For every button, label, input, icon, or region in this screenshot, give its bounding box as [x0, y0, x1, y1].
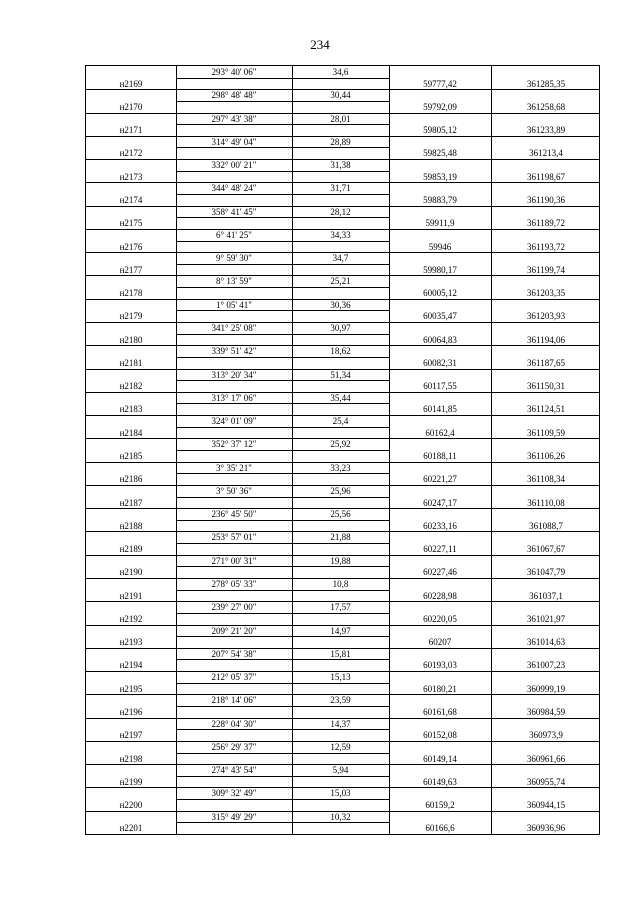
point-name-cell: н2173 — [119, 171, 143, 182]
row-divider — [86, 89, 599, 90]
segment-divider — [176, 241, 389, 242]
segment-divider — [176, 357, 389, 358]
segment-length-cell: 28,12 — [330, 206, 351, 217]
segment-length-cell: 18,62 — [330, 346, 351, 357]
row-divider — [86, 648, 599, 649]
coordinate-x-cell: 60117,55 — [423, 381, 457, 392]
coordinate-y-cell: 361088,7 — [529, 520, 563, 531]
direction-angle-cell: 274° 43' 54" — [211, 765, 257, 776]
row-divider — [86, 182, 599, 183]
point-name-cell: н2182 — [119, 381, 143, 392]
segment-divider — [176, 217, 389, 218]
coordinate-x-cell: 60228,98 — [423, 590, 457, 601]
coordinate-x-cell: 60035,47 — [423, 311, 457, 322]
row-divider — [86, 625, 599, 626]
point-name-cell: н2193 — [119, 637, 143, 648]
point-name-cell: н2169 — [119, 78, 143, 89]
row-divider — [86, 601, 599, 602]
direction-angle-cell: 332° 00' 21" — [211, 160, 257, 171]
segment-divider — [176, 753, 389, 754]
coordinate-y-cell: 361203,35 — [526, 288, 566, 299]
direction-angle-cell: 9° 59' 30" — [216, 253, 252, 264]
coordinate-y-cell: 361233,89 — [526, 125, 566, 136]
row-divider — [86, 159, 599, 160]
segment-length-cell: 10,8 — [332, 579, 349, 589]
segment-divider — [176, 543, 389, 544]
segment-length-cell: 15,03 — [330, 788, 351, 799]
segment-length-cell: 10,32 — [330, 811, 351, 822]
direction-angle-cell: 271° 00' 31" — [211, 555, 257, 566]
row-divider — [86, 741, 599, 742]
coordinate-y-cell: 361110,08 — [527, 497, 565, 508]
segment-length-cell: 5,94 — [332, 765, 349, 776]
coordinate-x-cell: 60207 — [428, 637, 452, 648]
point-name-cell: н2196 — [119, 707, 143, 717]
segment-length-cell: 21,88 — [330, 532, 351, 543]
segment-divider — [176, 147, 389, 148]
coordinate-y-cell: 360973,9 — [529, 730, 563, 741]
point-name-cell: н2185 — [119, 451, 143, 461]
segment-divider — [176, 473, 389, 474]
coordinate-x-cell: 59805,12 — [423, 125, 457, 136]
segment-divider — [176, 124, 389, 125]
direction-angle-cell: 297° 43' 38" — [211, 113, 257, 124]
row-divider — [86, 299, 599, 300]
point-name-cell: н2176 — [119, 241, 143, 252]
segment-divider — [176, 334, 389, 335]
coordinate-x-cell: 60220,05 — [423, 613, 457, 624]
direction-angle-cell: 207° 54' 38" — [211, 648, 257, 659]
segment-length-cell: 15,81 — [330, 648, 351, 659]
coordinate-y-cell: 361021,97 — [526, 613, 566, 624]
point-name-cell: н2200 — [119, 800, 143, 811]
point-name-cell: н2186 — [119, 474, 143, 485]
direction-angle-cell: 314° 49' 04" — [211, 136, 257, 147]
segment-length-cell: 28,89 — [330, 136, 351, 147]
coordinate-y-cell: 361007,23 — [526, 660, 566, 671]
coordinate-x-cell: 59777,42 — [423, 78, 457, 89]
segment-divider — [176, 729, 389, 730]
coordinate-x-cell: 59883,79 — [423, 195, 457, 205]
segment-length-cell: 12,59 — [330, 741, 351, 752]
row-divider — [86, 508, 599, 509]
row-divider — [86, 811, 599, 812]
segment-length-cell: 34,6 — [332, 67, 349, 77]
point-name-cell: н2180 — [119, 334, 143, 345]
coordinate-y-cell: 361109,59 — [527, 427, 565, 438]
coordinate-x-cell: 60193,03 — [423, 660, 457, 671]
point-name-cell: н2171 — [119, 125, 143, 136]
segment-length-cell: 30,97 — [330, 323, 351, 333]
point-name-cell: н2172 — [119, 148, 143, 159]
point-name-cell: н2181 — [119, 357, 143, 368]
direction-angle-cell: 236° 45' 50" — [211, 509, 257, 520]
coordinate-y-cell: 361203,93 — [526, 311, 566, 322]
coordinate-x-cell: 60149,63 — [423, 776, 457, 787]
point-name-cell: н2179 — [119, 311, 143, 322]
point-name-cell: н2197 — [119, 730, 143, 741]
segment-length-cell: 25,21 — [330, 276, 351, 287]
segment-divider — [176, 683, 389, 684]
row-divider — [86, 485, 599, 486]
segment-length-cell: 28,01 — [330, 113, 351, 124]
coordinate-y-cell: 361187,65 — [527, 357, 565, 368]
coordinate-y-cell: 360955,74 — [526, 776, 566, 787]
direction-angle-cell: 1° 05' 41" — [216, 299, 252, 310]
direction-angle-cell: 293° 40' 06" — [211, 67, 257, 77]
point-name-cell: н2170 — [119, 101, 143, 112]
direction-angle-cell: 256° 29' 37" — [211, 741, 257, 752]
coordinate-y-cell: 361047,79 — [526, 567, 566, 578]
direction-angle-cell: 358° 41' 45" — [211, 206, 257, 217]
segment-length-cell: 19,88 — [330, 555, 351, 566]
coordinate-x-cell: 60159,2 — [425, 800, 455, 811]
segment-divider — [176, 497, 389, 498]
coordinate-x-cell: 60227,46 — [423, 567, 457, 578]
coordinate-x-cell: 60221,27 — [423, 474, 457, 485]
row-divider — [86, 462, 599, 463]
row-divider — [86, 252, 599, 253]
coordinate-y-cell: 361189,72 — [527, 218, 565, 229]
direction-angle-cell: 309° 32' 49" — [211, 788, 257, 799]
row-divider — [86, 718, 599, 719]
coordinate-y-cell: 361037,1 — [529, 590, 563, 601]
segment-length-cell: 34,7 — [332, 253, 349, 264]
segment-length-cell: 25,92 — [330, 439, 351, 450]
segment-divider — [176, 310, 389, 311]
direction-angle-cell: 3° 50' 36" — [216, 485, 252, 496]
row-divider — [86, 206, 599, 207]
coordinate-y-cell: 361124,51 — [527, 404, 565, 415]
point-name-cell: н2190 — [119, 567, 143, 578]
direction-angle-cell: 313° 20' 34" — [211, 369, 257, 380]
coordinate-y-cell: 360944,15 — [526, 800, 566, 811]
segment-length-cell: 14,97 — [330, 625, 351, 636]
segment-length-cell: 31,38 — [330, 160, 351, 171]
coordinate-x-cell: 60064,83 — [423, 334, 457, 345]
row-divider — [86, 787, 599, 788]
direction-angle-cell: 212° 05' 37" — [211, 672, 257, 683]
coordinate-y-cell: 361258,68 — [526, 101, 566, 112]
coordinate-x-cell: 59853,19 — [423, 171, 457, 182]
direction-angle-cell: 341° 25' 08" — [211, 323, 257, 333]
coordinate-y-cell: 361194,06 — [527, 334, 565, 345]
coordinate-y-cell: 361285,35 — [526, 78, 566, 89]
direction-angle-cell: 339° 51' 42" — [211, 346, 257, 357]
segment-divider — [176, 706, 389, 707]
coordinate-x-cell: 60005,12 — [423, 288, 457, 299]
coordinate-y-cell: 361150,31 — [527, 381, 565, 392]
segment-length-cell: 25,96 — [330, 485, 351, 496]
row-divider — [86, 136, 599, 137]
coordinate-x-cell: 60166,6 — [425, 823, 455, 834]
segment-divider — [176, 78, 389, 79]
direction-angle-cell: 324° 01' 09" — [211, 416, 257, 427]
direction-angle-cell: 239° 27' 00" — [211, 602, 257, 613]
coordinate-y-cell: 361108,34 — [527, 474, 565, 485]
page-number: 234 — [310, 37, 330, 52]
point-name-cell: н2195 — [119, 683, 143, 694]
direction-angle-cell: 8° 13' 59" — [216, 276, 252, 287]
segment-divider — [176, 659, 389, 660]
segment-length-cell: 25,4 — [332, 416, 349, 427]
point-name-cell: н2199 — [119, 776, 143, 787]
direction-angle-cell: 315° 49' 29" — [211, 811, 257, 822]
coordinate-y-cell: 361198,67 — [527, 171, 565, 182]
row-divider — [86, 531, 599, 532]
point-name-cell: н2175 — [119, 218, 143, 229]
coordinate-y-cell: 360999,19 — [526, 683, 566, 694]
point-name-cell: н2194 — [119, 660, 143, 671]
point-name-cell: н2198 — [119, 753, 143, 764]
coordinate-x-cell: 60247,17 — [423, 497, 457, 508]
segment-divider — [176, 636, 389, 637]
row-divider — [86, 438, 599, 439]
direction-angle-cell: 313° 17' 06" — [211, 392, 257, 403]
segment-divider — [176, 427, 389, 428]
segment-divider — [176, 799, 389, 800]
segment-divider — [176, 450, 389, 451]
direction-angle-cell: 344° 48' 24" — [211, 183, 257, 194]
coordinate-x-cell: 59911,9 — [425, 218, 455, 229]
point-name-cell: н2189 — [119, 544, 143, 555]
segment-divider — [176, 776, 389, 777]
coordinate-y-cell: 361190,36 — [527, 195, 565, 205]
segment-length-cell: 35,44 — [330, 392, 351, 403]
coordinate-y-cell: 360961,66 — [526, 753, 566, 764]
coordinate-x-cell: 59980,17 — [423, 264, 457, 275]
segment-length-cell: 14,37 — [330, 718, 351, 729]
segment-length-cell: 25,56 — [330, 509, 351, 520]
segment-divider — [176, 171, 389, 172]
coordinate-x-cell: 60227,11 — [423, 544, 457, 555]
segment-length-cell: 15,13 — [330, 672, 351, 683]
direction-angle-cell: 3° 35' 21" — [216, 462, 252, 473]
segment-length-cell: 31,71 — [330, 183, 351, 194]
direction-angle-cell: 253° 57' 01" — [211, 532, 257, 543]
coordinate-x-cell: 60082,31 — [423, 357, 457, 368]
segment-divider — [176, 380, 389, 381]
coordinate-y-cell: 361193,72 — [527, 241, 565, 252]
coordinate-x-cell: 60141,85 — [423, 404, 457, 415]
coordinates-table — [85, 65, 600, 835]
segment-divider — [176, 403, 389, 404]
point-name-cell: н2178 — [119, 288, 143, 299]
row-divider — [86, 578, 599, 579]
coordinate-y-cell: 361106,26 — [527, 451, 565, 461]
segment-length-cell: 30,44 — [330, 90, 351, 101]
direction-angle-cell: 278° 05' 33" — [211, 579, 257, 589]
segment-length-cell: 17,57 — [330, 602, 351, 613]
row-divider — [86, 764, 599, 765]
segment-divider — [176, 613, 389, 614]
point-name-cell: н2191 — [119, 590, 143, 601]
coordinate-y-cell: 361014,63 — [526, 637, 566, 648]
point-name-cell: н2188 — [119, 520, 143, 531]
row-divider — [86, 555, 599, 556]
coordinate-x-cell: 60188,11 — [423, 451, 457, 461]
point-name-cell: н2177 — [119, 264, 143, 275]
point-name-cell: н2183 — [119, 404, 143, 415]
row-divider — [86, 229, 599, 230]
segment-divider — [176, 287, 389, 288]
coordinate-x-cell: 60152,08 — [423, 730, 457, 741]
row-divider — [86, 113, 599, 114]
direction-angle-cell: 218° 14' 06" — [211, 695, 257, 706]
coordinate-y-cell: 360984,59 — [526, 707, 566, 717]
segment-divider — [176, 194, 389, 195]
row-divider — [86, 671, 599, 672]
direction-angle-cell: 228° 04' 30" — [211, 718, 257, 729]
coordinate-x-cell: 60162,4 — [425, 427, 455, 438]
coordinate-x-cell: 59946 — [428, 241, 452, 252]
direction-angle-cell: 6° 41' 25" — [216, 229, 252, 240]
coordinate-x-cell: 60149,14 — [423, 753, 457, 764]
coordinate-x-cell: 60180,21 — [423, 683, 457, 694]
coordinate-y-cell: 360936,96 — [526, 823, 566, 834]
row-divider — [86, 322, 599, 323]
coordinate-x-cell: 59825,48 — [423, 148, 457, 159]
point-name-cell: н2192 — [119, 613, 143, 624]
row-divider — [86, 694, 599, 695]
point-name-cell: н2184 — [119, 427, 143, 438]
direction-angle-cell: 298° 48' 48" — [211, 90, 257, 101]
row-divider — [86, 392, 599, 393]
row-divider — [86, 369, 599, 370]
coordinate-x-cell: 60161,68 — [423, 707, 457, 717]
segment-length-cell: 34,33 — [330, 229, 351, 240]
segment-divider — [176, 566, 389, 567]
point-name-cell: н2201 — [119, 823, 143, 834]
coordinate-y-cell: 361213,4 — [529, 148, 563, 159]
segment-length-cell: 51,34 — [330, 369, 351, 380]
segment-length-cell: 33,23 — [330, 462, 351, 473]
segment-length-cell: 30,36 — [330, 299, 351, 310]
point-name-cell: н2187 — [119, 497, 143, 508]
direction-angle-cell: 209° 21' 20" — [211, 625, 257, 636]
row-divider — [86, 345, 599, 346]
segment-length-cell: 23,59 — [330, 695, 351, 706]
coordinate-y-cell: 361199,74 — [527, 264, 565, 275]
row-divider — [86, 275, 599, 276]
coordinate-x-cell: 59792,09 — [423, 101, 457, 112]
coordinate-x-cell: 60233,16 — [423, 520, 457, 531]
point-name-cell: н2174 — [119, 195, 143, 205]
segment-divider — [176, 822, 389, 823]
coordinate-y-cell: 361067,67 — [526, 544, 566, 555]
segment-divider — [176, 520, 389, 521]
direction-angle-cell: 352° 37' 12" — [211, 439, 257, 450]
segment-divider — [176, 590, 389, 591]
segment-divider — [176, 101, 389, 102]
row-divider — [86, 415, 599, 416]
segment-divider — [176, 264, 389, 265]
